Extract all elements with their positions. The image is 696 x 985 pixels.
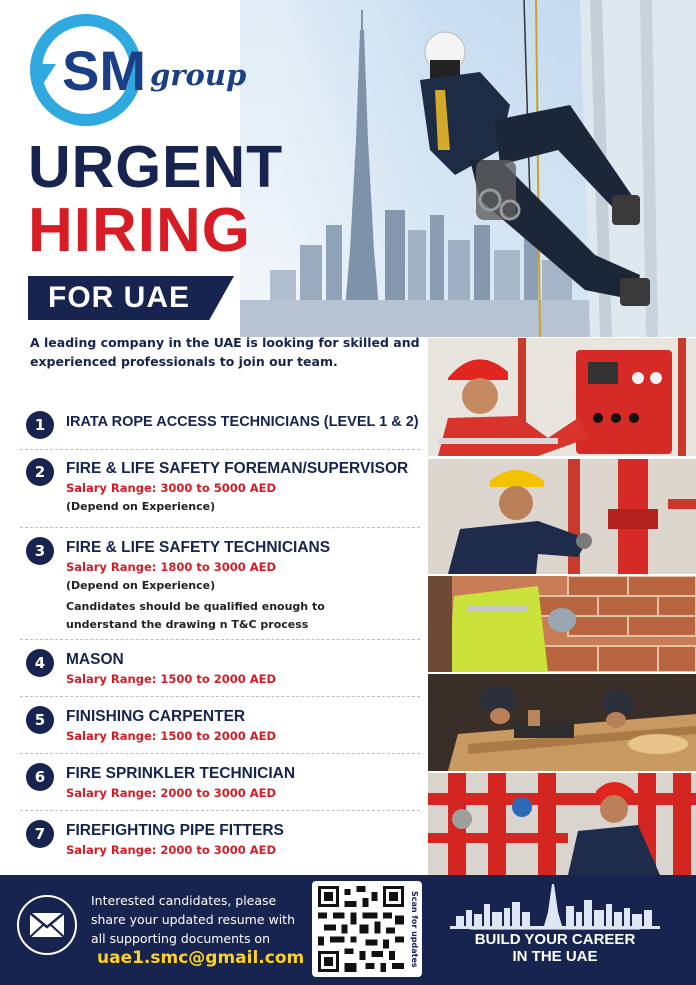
job-note: (Depend on Experience) <box>66 579 216 592</box>
job-item-2 <box>20 450 420 528</box>
job-number: 2 <box>26 458 54 486</box>
job-salary: Salary Range: 2000 to 3000 AED <box>66 843 277 857</box>
job-title: FINISHING CARPENTER <box>66 708 246 725</box>
fire-panel-technician-photo <box>428 338 696 456</box>
mail-icon <box>17 895 77 955</box>
job-title: FIRE & LIFE SAFETY FOREMAN/SUPERVISOR <box>66 460 409 477</box>
career-divider <box>470 929 640 930</box>
job-item-6 <box>20 754 420 811</box>
apply-message: Interested candidates, please share your updated resume with all supporting documents on <box>91 893 296 946</box>
job-item-5 <box>20 697 420 754</box>
qr-caption: Scan for updates <box>410 890 419 968</box>
job-title: IRATA ROPE ACCESS TECHNICIANS (LEVEL 1 & 2) <box>66 414 419 430</box>
career-slogan-line-1: BUILD YOUR CAREER <box>474 931 636 948</box>
job-title: FIRE & LIFE SAFETY TECHNICIANS <box>66 539 331 556</box>
fire-safety-foreman-photo <box>428 459 696 574</box>
pipe-fitter-photo <box>428 773 696 875</box>
contact-email[interactable]: uae1.smc@gmail.com <box>97 948 305 968</box>
job-number: 3 <box>26 537 54 565</box>
job-item-3 <box>20 528 420 640</box>
job-number: 1 <box>26 411 54 439</box>
job-salary: Salary Range: 3000 to 5000 AED <box>66 481 277 495</box>
dubai-skyline-illustration <box>240 0 696 337</box>
job-salary: Salary Range: 1800 to 3000 AED <box>66 560 277 574</box>
carpenter-photo <box>428 674 696 771</box>
job-item-7 <box>20 811 420 871</box>
job-number: 5 <box>26 706 54 734</box>
intro-text: A leading company in the UAE is looking for skilled and experienced professionals to join our team. <box>30 335 420 369</box>
career-slogan <box>445 931 665 965</box>
job-title: FIREFIGHTING PIPE FITTERS <box>66 822 284 839</box>
job-note: (Depend on Experience) <box>66 500 216 513</box>
qr-code-icon[interactable] <box>318 886 404 972</box>
job-number: 7 <box>26 820 54 848</box>
job-number: 4 <box>26 649 54 677</box>
logo-word: group <box>150 58 247 92</box>
mason-photo <box>428 576 696 672</box>
job-requirement: Candidates should be qualified enough to understand the drawing n T&C process <box>66 600 325 631</box>
headline-urgent: URGENT <box>28 134 284 200</box>
city-skyline-icon <box>450 882 660 930</box>
job-salary: Salary Range: 2000 to 3000 AED <box>66 786 277 800</box>
worker-photo-column <box>428 338 696 875</box>
job-salary: Salary Range: 1500 to 2000 AED <box>66 729 277 743</box>
logo-letters: SM <box>62 39 146 102</box>
hero-section <box>0 0 696 337</box>
job-list <box>20 400 420 871</box>
career-slogan-line-2: IN THE UAE <box>512 948 598 965</box>
job-title: MASON <box>66 651 124 668</box>
job-item-4 <box>20 640 420 697</box>
location-banner-text: FOR UAE <box>48 281 190 314</box>
job-number: 6 <box>26 763 54 791</box>
job-salary: Salary Range: 1500 to 2000 AED <box>66 672 277 686</box>
job-title: FIRE SPRINKLER TECHNICIAN <box>66 765 296 782</box>
job-item-1 <box>20 400 420 450</box>
headline-hiring: HIRING <box>28 196 251 265</box>
